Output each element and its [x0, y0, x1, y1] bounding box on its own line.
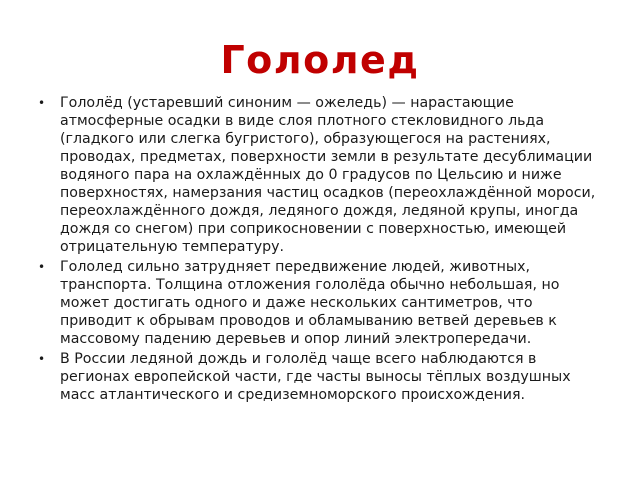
slide-title: Гололед — [220, 38, 420, 82]
bullet-icon: • — [38, 96, 46, 110]
bullet-item-effects — [36, 258, 606, 348]
bullet-icon: • — [38, 352, 46, 366]
bullet-item-definition — [36, 94, 606, 256]
bullet-text: Гололед сильно затрудняет передвижение людей, животных, транспорта. Толщина отложения гололёда обычно небольшая, но может достигать одного и даже нескольких сантиметров, что приводит к обрывам проводов и обламыванию ветвей деревьев к массовому падению деревьев и опор линий электропередачи. — [60, 259, 560, 347]
bullet-item-russia — [36, 350, 606, 404]
bullet-text: Гололёд (устаревший синоним — ожеледь) — нарастающие атмосферные осадки в виде слоя плотного стекловидного льда (гладкого или слегка бугристого), образующегося на растениях, проводах, предметах, поверхности земли в результате десублимации водяного пара на охлаждённых до 0 градусов по Цельсию и ниже поверхностях, намерзания частиц осадков (переохлаждённой мороси, переохлаждённого дождя, ледяного дождя, ледяной крупы, иногда дождя со снегом) при соприкосновении с поверхностью, имеющей отрицательную температуру. — [60, 95, 596, 255]
bullet-text: В России ледяной дождь и гололёд чаще всего наблюдаются в регионах европейской части, где часты выносы тёплых воздушных масс атлантического и средиземноморского происхождения. — [60, 351, 571, 403]
bullet-icon: • — [38, 260, 46, 274]
bullet-list — [36, 94, 606, 406]
